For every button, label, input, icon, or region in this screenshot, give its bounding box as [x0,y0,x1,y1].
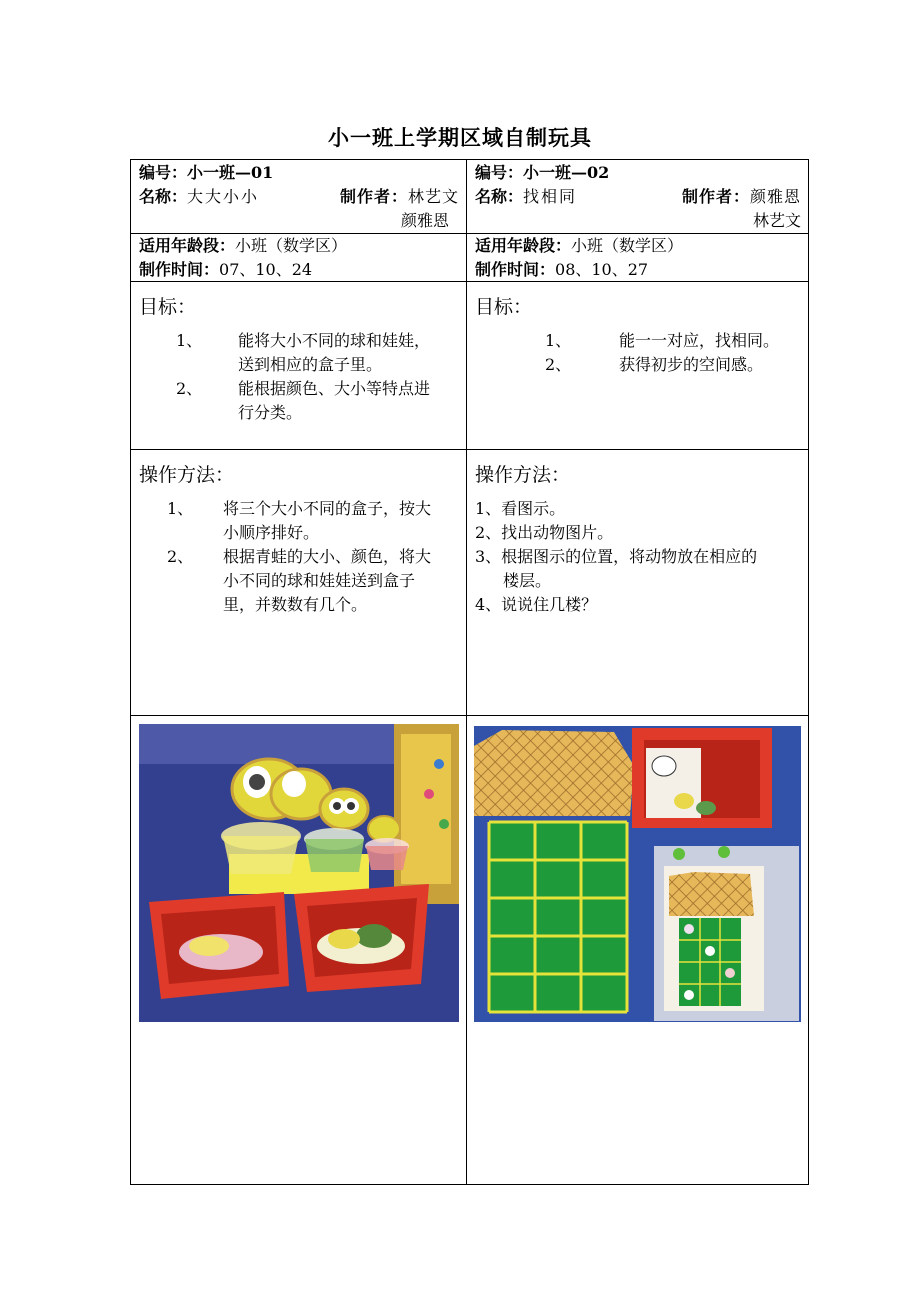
left-name-label: 名称： [139,187,188,206]
right-goal-1-num: 1、 [545,331,572,350]
right-name-value: 找相同 [523,187,578,206]
right-age-label: 适用年龄段： [475,236,572,255]
row-divider-3 [130,449,809,450]
left-age-label: 适用年龄段： [139,236,236,255]
page-title: 小一班上学期区域自制玩具 [328,125,592,150]
toy-table [130,159,809,1185]
frog-baskets-illustration [139,724,459,1022]
left-age-time [139,234,459,282]
left-time-value: 07、10、24 [219,260,313,279]
left-methods [139,461,459,617]
left-method-2-line2: 小不同的球和娃娃送到盒子 [223,571,416,590]
right-goal-2-text: 获得初步的空间感。 [619,355,764,374]
left-method-1-num: 1、 [167,499,194,518]
house-board-illustration [474,726,801,1022]
right-method-heading: 操作方法： [475,464,571,486]
left-goal-1-num: 1、 [176,331,203,350]
row-divider-4 [130,715,809,716]
left-goal-2-num: 2、 [176,379,203,398]
right-age-time [475,234,801,282]
right-header [475,161,801,233]
right-code-value: 小一班—02 [523,163,610,182]
right-method-4: 4、说说住几楼？ [475,595,598,614]
right-toy-photo [474,726,801,1022]
right-name-label: 名称： [475,187,524,206]
right-goals [475,293,801,377]
right-method-1: 1、看图示。 [475,499,566,518]
right-method-3-line2: 楼层。 [503,571,552,590]
left-goals [139,293,459,425]
right-goal-1-text: 能一一对应，找相同。 [619,331,780,350]
right-method-3-line1: 3、根据图示的位置，将动物放在相应的 [475,547,758,566]
left-maker-2: 颜雅恩 [400,211,449,230]
left-method-2-line1: 根据青蛙的大小、颜色，将大 [223,547,432,566]
left-goal-2-line2: 行分类。 [238,403,303,422]
right-method-2: 2、找出动物图片。 [475,523,614,542]
left-goal-1-line1: 能将大小不同的球和娃娃， [238,331,431,350]
left-toy-photo [139,724,459,1022]
column-divider [466,159,467,1185]
left-time-label: 制作时间： [139,260,220,279]
left-age-value: 小班（数学区） [235,236,348,255]
right-methods [475,461,801,617]
right-maker-1: 颜雅恩 [749,187,801,206]
left-method-2-num: 2、 [167,547,194,566]
left-goal-heading: 目标： [139,296,197,318]
left-goal-2-line1: 能根据颜色、大小等特点进 [238,379,431,398]
right-time-value: 08、10、27 [555,260,649,279]
right-goal-2-num: 2、 [545,355,572,374]
left-method-1-line2: 小顺序排好。 [223,523,320,542]
right-code-label: 编号： [475,163,524,182]
right-maker-label: 制作者： [681,187,750,206]
left-name-value: 大大小小 [187,187,260,206]
left-header [139,161,459,233]
left-code-value: 小一班—01 [187,163,274,182]
left-method-2-line3: 里，并数数有几个。 [223,595,368,614]
left-maker-label: 制作者： [339,187,408,206]
left-method-heading: 操作方法： [139,464,235,486]
right-maker-2: 林艺文 [752,211,801,230]
left-method-1-line1: 将三个大小不同的盒子，按大 [223,499,432,518]
left-maker-1: 林艺文 [407,187,459,206]
right-goal-heading: 目标： [475,296,533,318]
right-time-label: 制作时间： [475,260,556,279]
left-code-label: 编号： [139,163,188,182]
left-goal-1-line2: 送到相应的盒子里。 [238,355,383,374]
right-age-value: 小班（数学区） [571,236,684,255]
